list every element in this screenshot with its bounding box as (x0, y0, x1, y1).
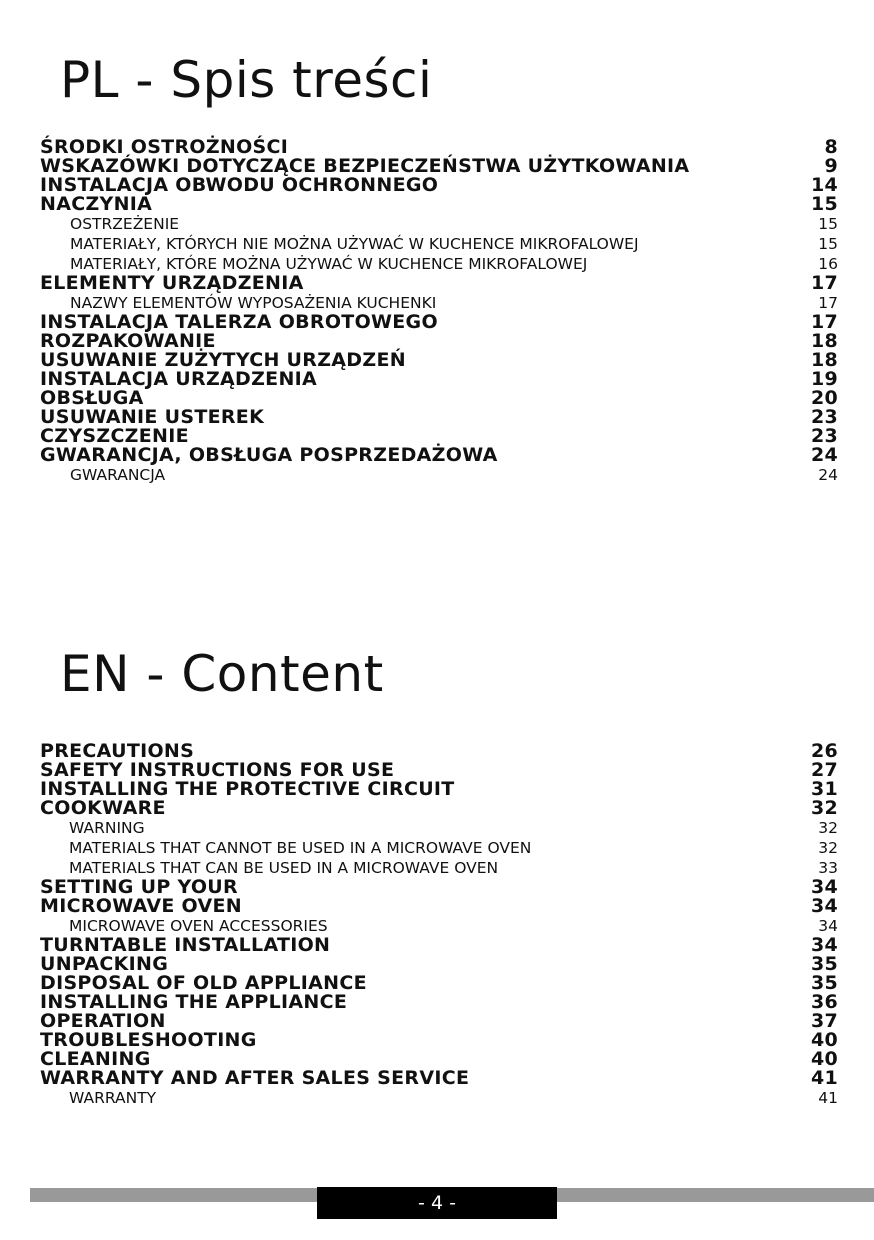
toc-entry-page: 18 (810, 349, 838, 371)
toc-entry-page: 15 (818, 235, 838, 253)
toc-subentry (40, 838, 838, 858)
toc-entry-label: OSTRZEŻENIE (70, 215, 180, 233)
page-number: - 4 - (317, 1187, 557, 1219)
toc-entry-page: 15 (810, 193, 838, 215)
toc-entry-label: MATERIAŁY, KTÓRE MOŻNA UŻYWAĆ W KUCHENCE MIKROFALOWEJ (70, 255, 588, 273)
toc-entry-page: 32 (810, 797, 838, 819)
toc-entry-label: OPERATION (40, 1010, 166, 1032)
toc-entry-page: 34 (810, 895, 838, 917)
toc-entry-page: 24 (818, 466, 838, 484)
page-title-pl: PL - Spis treści (60, 51, 433, 109)
toc-entry-page: 34 (810, 934, 838, 956)
toc-entry-label: INSTALLING THE APPLIANCE (40, 991, 348, 1013)
toc-entry-page: 35 (810, 972, 838, 994)
toc-entry-page: 26 (810, 740, 838, 762)
toc-entry-page: 35 (810, 953, 838, 975)
toc-subentry (40, 214, 838, 234)
toc-entry (40, 274, 838, 293)
toc-entry (40, 195, 838, 214)
toc-section-en (40, 642, 838, 1108)
toc-entry-page: 15 (818, 215, 838, 233)
toc-entry-label: WARRANTY (69, 1089, 157, 1107)
toc-entry-label: INSTALLING THE PROTECTIVE CIRCUIT (40, 778, 455, 800)
toc-entry-label: PRECAUTIONS (40, 740, 195, 762)
toc-entry (40, 176, 838, 195)
toc-subentry (40, 254, 838, 274)
toc-entry-label: CLEANING (40, 1048, 151, 1070)
toc-entry (40, 897, 838, 916)
toc-entry-page: 41 (810, 1067, 838, 1089)
toc-entry-page: 19 (810, 368, 838, 390)
toc-entry (40, 1069, 838, 1088)
page-title-en: EN - Content (60, 645, 384, 703)
toc-list-pl (40, 138, 838, 485)
toc-entry-label: USUWANIE USTEREK (40, 406, 265, 428)
toc-entry-page: 41 (818, 1089, 838, 1107)
toc-entry-page: 32 (818, 839, 838, 857)
toc-entry-label: MICROWAVE OVEN ACCESSORIES (69, 917, 328, 935)
toc-list-en (40, 742, 838, 1108)
toc-subentry (40, 1088, 838, 1108)
toc-entry-page: 20 (810, 387, 838, 409)
toc-entry (40, 1031, 838, 1050)
toc-entry-page: 31 (810, 778, 838, 800)
toc-entry (40, 446, 838, 465)
toc-entry-label: GWARANCJA (70, 466, 166, 484)
toc-entry-page: 17 (810, 311, 838, 333)
toc-entry-label: NACZYNIA (40, 193, 153, 215)
toc-subentry (40, 234, 838, 254)
toc-subentry (40, 818, 838, 838)
toc-entry-page: 33 (818, 859, 838, 877)
toc-entry-label: WARRANTY AND AFTER SALES SERVICE (40, 1067, 470, 1089)
toc-entry-page: 23 (810, 425, 838, 447)
toc-entry-label: OBSŁUGA (40, 387, 144, 409)
toc-section-pl (40, 48, 838, 485)
toc-subentry (40, 293, 838, 313)
toc-entry-label: DISPOSAL OF OLD APPLIANCE (40, 972, 367, 994)
toc-entry-page: 14 (810, 174, 838, 196)
toc-entry-label: UNPACKING (40, 953, 169, 975)
toc-entry-page: 9 (824, 155, 838, 177)
toc-entry-label: TROUBLESHOOTING (40, 1029, 257, 1051)
toc-subentry (40, 465, 838, 485)
toc-subentry (40, 916, 838, 936)
toc-entry-page: 24 (810, 444, 838, 466)
toc-entry-label: GWARANCJA, OBSŁUGA POSPRZEDAŻOWA (40, 444, 498, 466)
toc-entry-label: INSTALACJA OBWODU OCHRONNEGO (40, 174, 439, 196)
toc-entry-label: WARNING (69, 819, 145, 837)
toc-entry-label: NAZWY ELEMENTÓW WYPOSAŻENIA KUCHENKI (70, 294, 437, 312)
toc-entry-label: INSTALACJA URZĄDZENIA (40, 368, 318, 390)
toc-entry-label: ROZPAKOWANIE (40, 330, 216, 352)
toc-entry-label: INSTALACJA TALERZA OBROTOWEGO (40, 311, 438, 333)
toc-entry-label: SETTING UP YOUR (40, 876, 238, 898)
toc-entry-label: MICROWAVE OVEN (40, 895, 242, 917)
toc-entry-page: 8 (824, 136, 838, 158)
toc-entry-label: MATERIALS THAT CANNOT BE USED IN A MICROWAVE OVEN (69, 839, 532, 857)
toc-entry-label: ELEMENTY URZĄDZENIA (40, 272, 304, 294)
toc-entry-label: SAFETY INSTRUCTIONS FOR USE (40, 759, 395, 781)
toc-entry-page: 36 (810, 991, 838, 1013)
toc-entry (40, 370, 838, 389)
toc-entry-label: USUWANIE ZUŻYTYCH URZĄDZEŃ (40, 349, 406, 371)
toc-entry-page: 16 (818, 255, 838, 273)
toc-entry-page: 34 (818, 917, 838, 935)
toc-entry-page: 18 (810, 330, 838, 352)
toc-entry-page: 40 (810, 1048, 838, 1070)
toc-subentry (40, 858, 838, 878)
toc-entry (40, 799, 838, 818)
toc-entry-page: 37 (810, 1010, 838, 1032)
toc-entry-label: ŚRODKI OSTROŻNOŚCI (40, 136, 289, 158)
toc-entry-label: WSKAZÓWKI DOTYCZĄCE BEZPIECZEŃSTWA UŻYTKOWANIA (40, 155, 690, 177)
toc-entry-label: MATERIAŁY, KTÓRYCH NIE MOŻNA UŻYWAĆ W KUCHENCE MIKROFALOWEJ (70, 235, 639, 253)
toc-entry-label: COOKWARE (40, 797, 166, 819)
toc-entry-page: 17 (818, 294, 838, 312)
toc-entry-label: CZYSZCZENIE (40, 425, 189, 447)
toc-entry-page: 32 (818, 819, 838, 837)
toc-entry-page: 34 (810, 876, 838, 898)
toc-entry-page: 40 (810, 1029, 838, 1051)
toc-entry-page: 27 (810, 759, 838, 781)
toc-entry-page: 23 (810, 406, 838, 428)
toc-entry-page: 17 (810, 272, 838, 294)
toc-entry-label: TURNTABLE INSTALLATION (40, 934, 331, 956)
toc-entry-label: MATERIALS THAT CAN BE USED IN A MICROWAVE OVEN (69, 859, 499, 877)
